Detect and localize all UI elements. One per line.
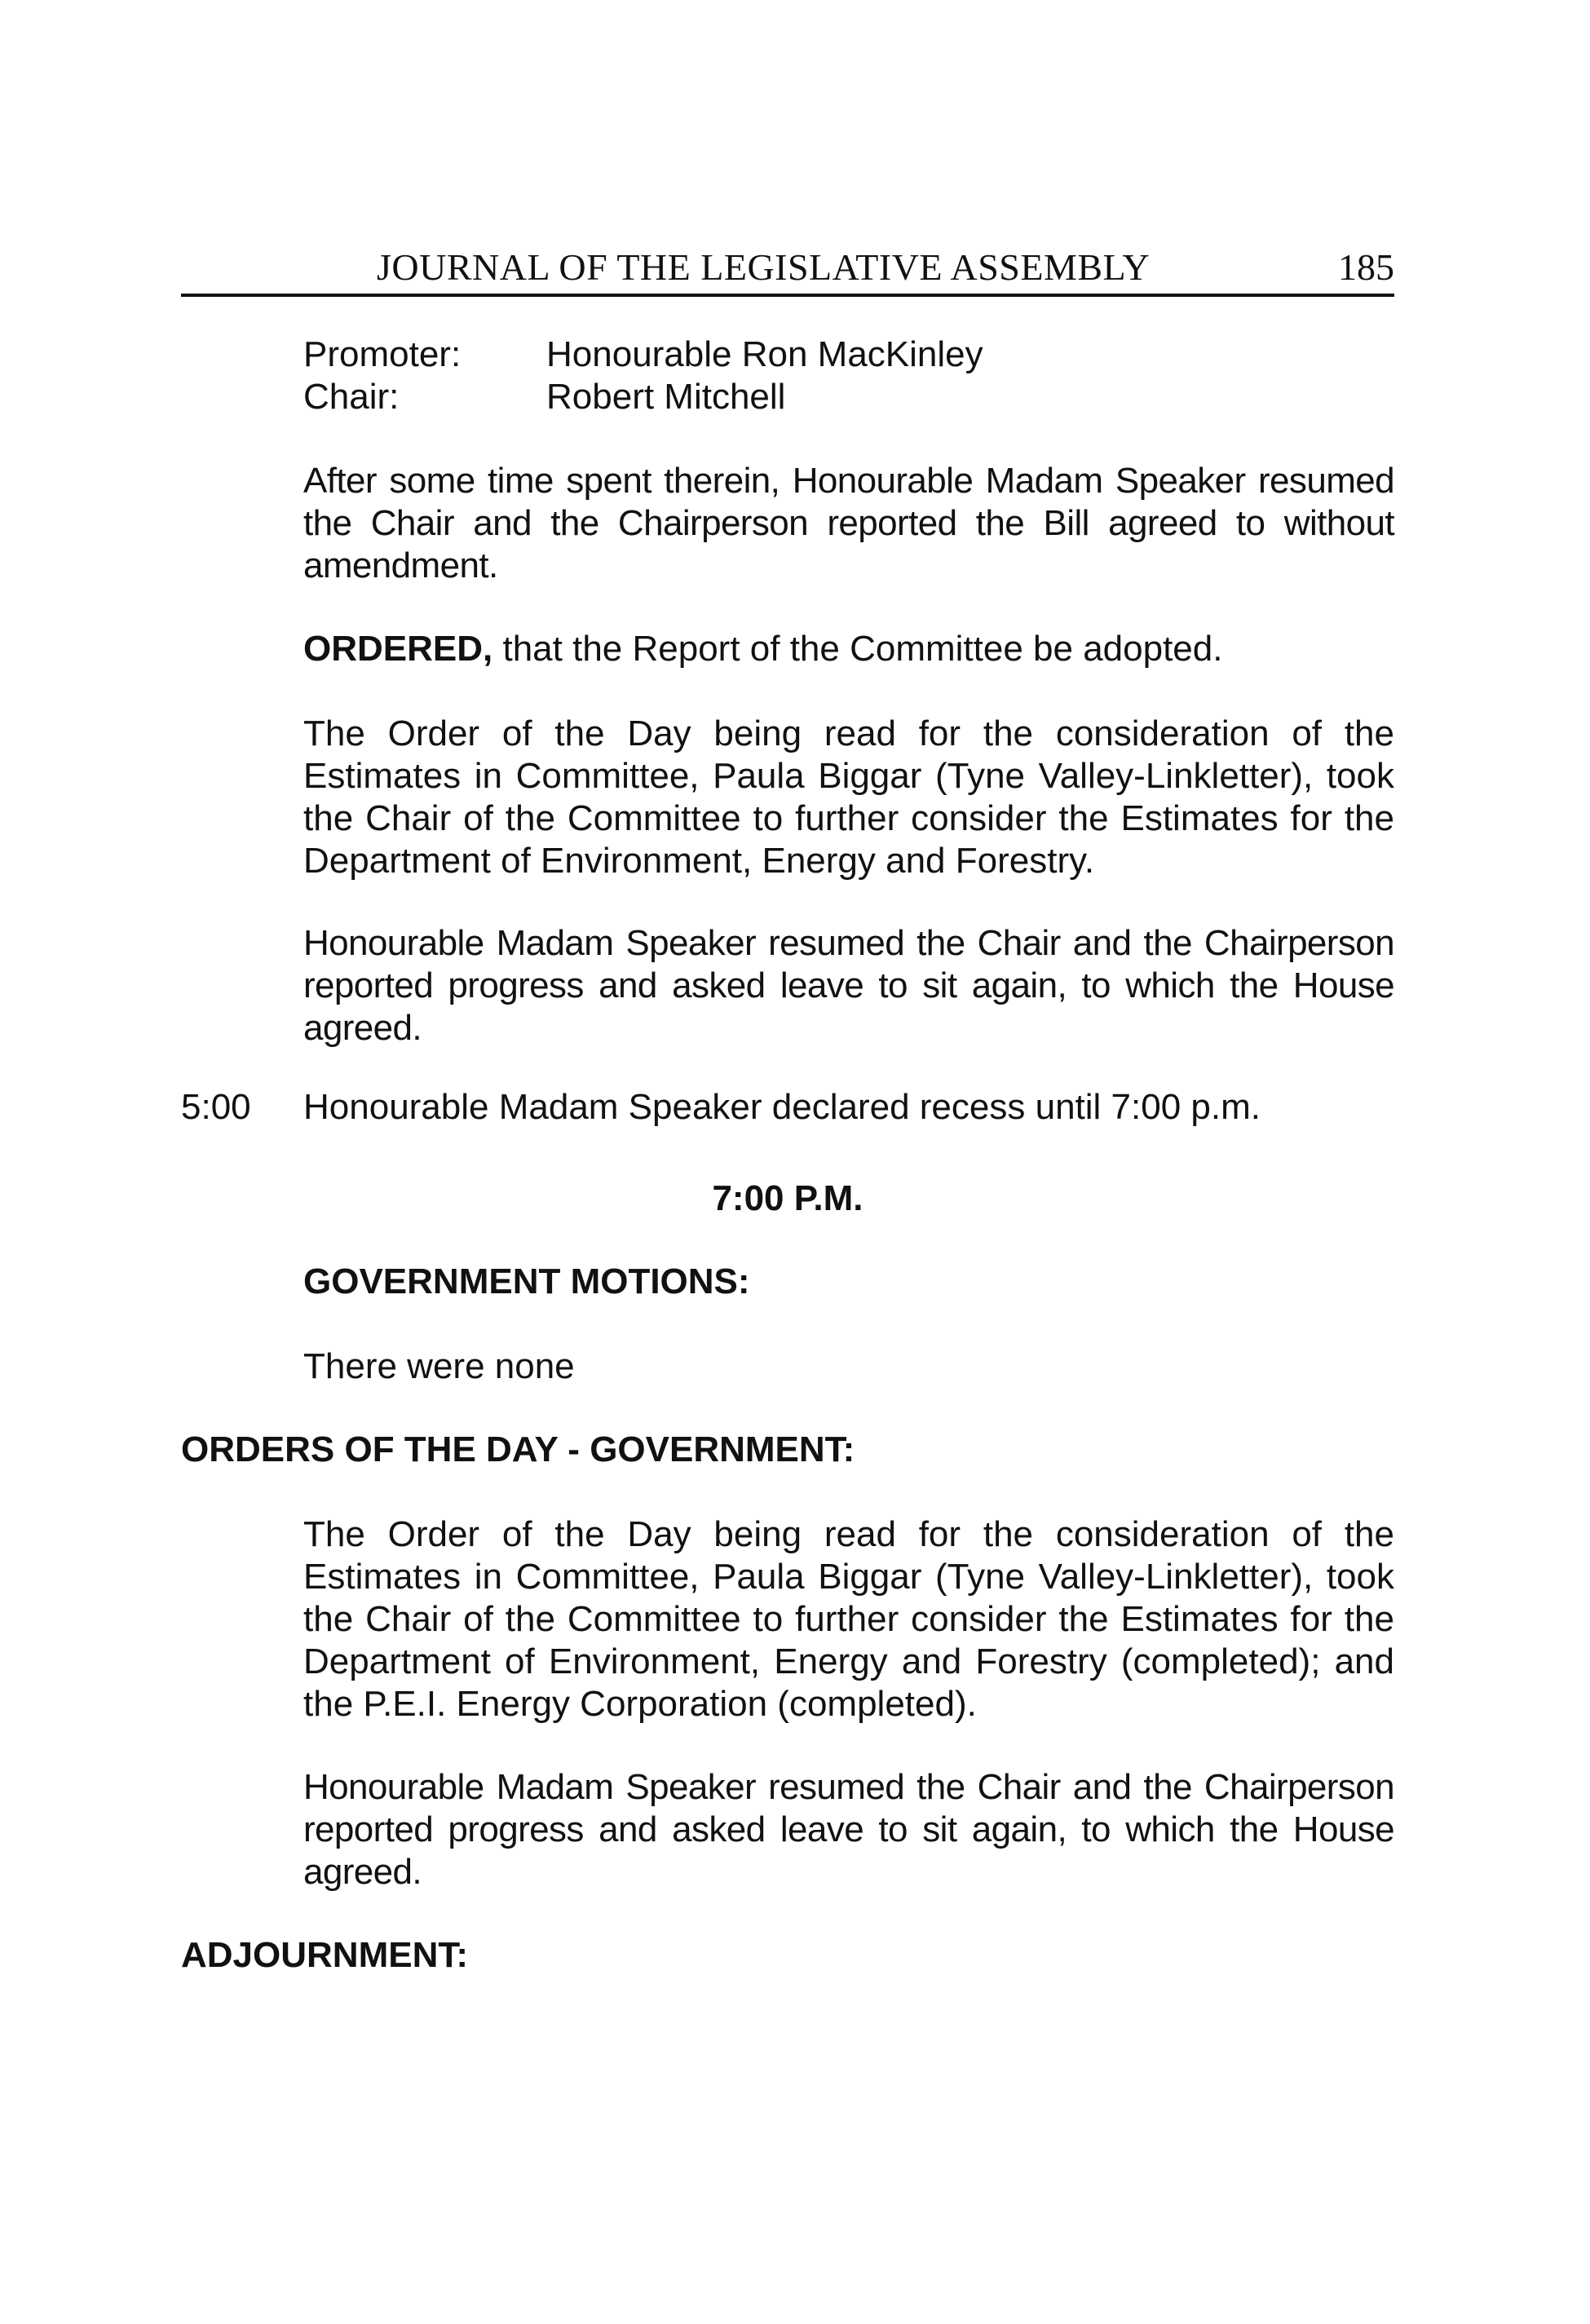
page-header xyxy=(181,243,1394,297)
recess-time: 5:00 xyxy=(181,1087,251,1127)
adjournment-heading: ADJOURNMENT: xyxy=(181,1935,468,1975)
ordered-paragraph xyxy=(303,628,1394,670)
page-number: 185 xyxy=(1338,246,1394,288)
committee-report-paragraph: After some time spent therein, Honourable Madam Speaker resumed the Chair and the Chairperson reported the Bill agreed to without amendment. xyxy=(303,461,1394,585)
estimates-paragraph-2: The Order of the Day being read for the consideration of the Estimates in Committee, Paula Biggar (Tyne Valley-Linkletter), took the Chair of the Committee to further consider the Estimates for the Department of Environment, Energy and Forestry (completed); and the P.E.I. Energy Corporation (completed). xyxy=(303,1514,1394,1724)
chair-value: Robert Mitchell xyxy=(546,377,786,417)
journal-title: JOURNAL OF THE LEGISLATIVE ASSEMBLY xyxy=(377,246,1151,288)
government-motions-heading: GOVERNMENT MOTIONS: xyxy=(303,1261,750,1301)
government-motions-text: There were none xyxy=(303,1346,575,1386)
orders-of-the-day-heading: ORDERS OF THE DAY - GOVERNMENT: xyxy=(181,1429,855,1469)
progress-paragraph-2: Honourable Madam Speaker resumed the Chair and the Chairperson reported progress and asked leave to sit again, to which the House agreed. xyxy=(303,1767,1394,1892)
progress-paragraph-1: Honourable Madam Speaker resumed the Chair and the Chairperson reported progress and asked leave to sit again, to which the House agreed. xyxy=(303,923,1394,1048)
chair-row xyxy=(303,376,1394,418)
promoter-row xyxy=(303,334,1394,376)
estimates-paragraph-1: The Order of the Day being read for the consideration of the Estimates in Committee, Paula Biggar (Tyne Valley-Linkletter), took the Chair of the Committee to further consider the Estimates for the Department of Environment, Energy and Forestry. xyxy=(303,714,1394,881)
ordered-keyword: ORDERED, xyxy=(303,629,493,669)
ordered-text: that the Report of the Committee be adopted. xyxy=(492,629,1223,669)
chair-label: Chair: xyxy=(303,377,400,417)
evening-heading: 7:00 P.M. xyxy=(712,1178,863,1218)
recess-paragraph: Honourable Madam Speaker declared recess until 7:00 p.m. xyxy=(303,1087,1261,1127)
promoter-value: Honourable Ron MacKinley xyxy=(546,334,983,374)
promoter-label: Promoter: xyxy=(303,334,462,374)
bill-info xyxy=(303,334,1394,418)
